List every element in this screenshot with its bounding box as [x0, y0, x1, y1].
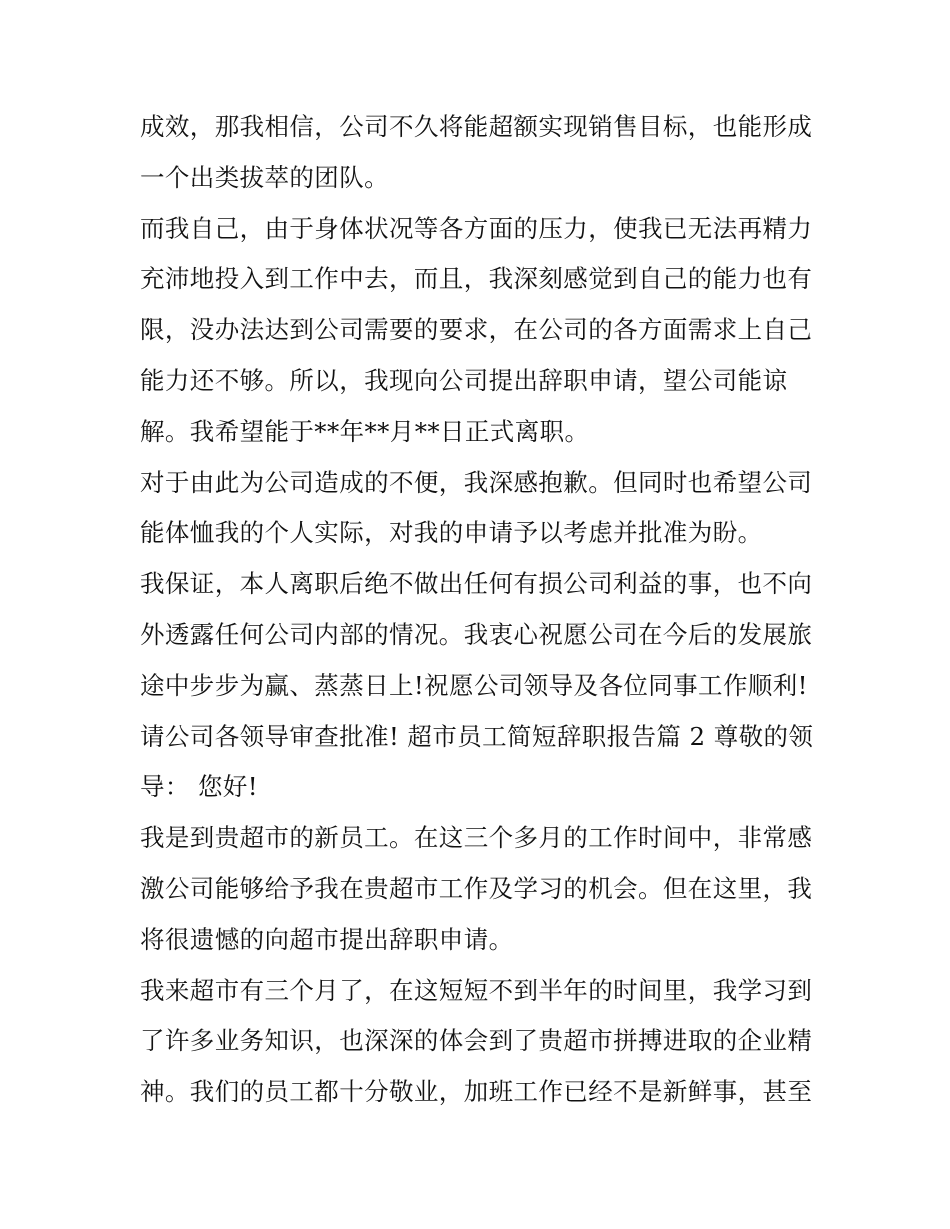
text-line: 成效，那我相信，公司不久将能超额实现销售目标，也能形成	[140, 112, 813, 141]
text-line: 途中步步为赢、蒸蒸日上!祝愿公司领导及各位同事工作顺利!	[140, 670, 808, 700]
text-line: 而我自己，由于身体状况等各方面的压力，使我已无法再精力	[140, 213, 813, 243]
text-line: 充沛地投入到工作中去，而且，我深刻感觉到自己的能力也有	[140, 264, 813, 294]
text-line: 一个出类拔萃的团队。	[140, 162, 389, 192]
text-line: 对于由此为公司造成的不便，我深感抱歉。但同时也希望公司	[140, 467, 813, 497]
text-line: 我是到贵超市的新员工。在这三个多月的工作时间中，非常感	[140, 823, 813, 853]
text-line: 限，没办法达到公司需要的要求，在公司的各方面需求上自己	[140, 315, 813, 345]
text-line: 解。我希望能于**年**月**日正式离职。	[140, 416, 590, 446]
text-line: 我保证，本人离职后绝不做出任何有损公司利益的事，也不向	[140, 569, 813, 599]
text-line: 请公司各领导审查批准! 超市员工简短辞职报告篇 2 尊敬的领	[140, 721, 814, 751]
text-line: 将很遗憾的向超市提出辞职申请。	[140, 924, 514, 954]
text-line: 能力还不够。所以，我现向公司提出辞职申请，望公司能谅	[140, 365, 788, 395]
text-line: 了许多业务知识，也深深的体会到了贵超市拼搏进取的企业精	[140, 1026, 813, 1056]
text-line: 导： 您好!	[140, 772, 259, 802]
document-body	[140, 102, 820, 1118]
text-line: 外透露任何公司内部的情况。我衷心祝愿公司在今后的发展旅	[140, 619, 813, 649]
text-line: 能体恤我的个人实际，对我的申请予以考虑并批准为盼。	[140, 518, 763, 548]
text-line: 我来超市有三个月了，在这短短不到半年的时间里，我学习到	[140, 975, 813, 1005]
text-line: 激公司能够给予我在贵超市工作及学习的机会。但在这里，我	[140, 873, 813, 903]
text-line: 神。我们的员工都十分敬业，加班工作已经不是新鲜事，甚至	[140, 1077, 813, 1107]
